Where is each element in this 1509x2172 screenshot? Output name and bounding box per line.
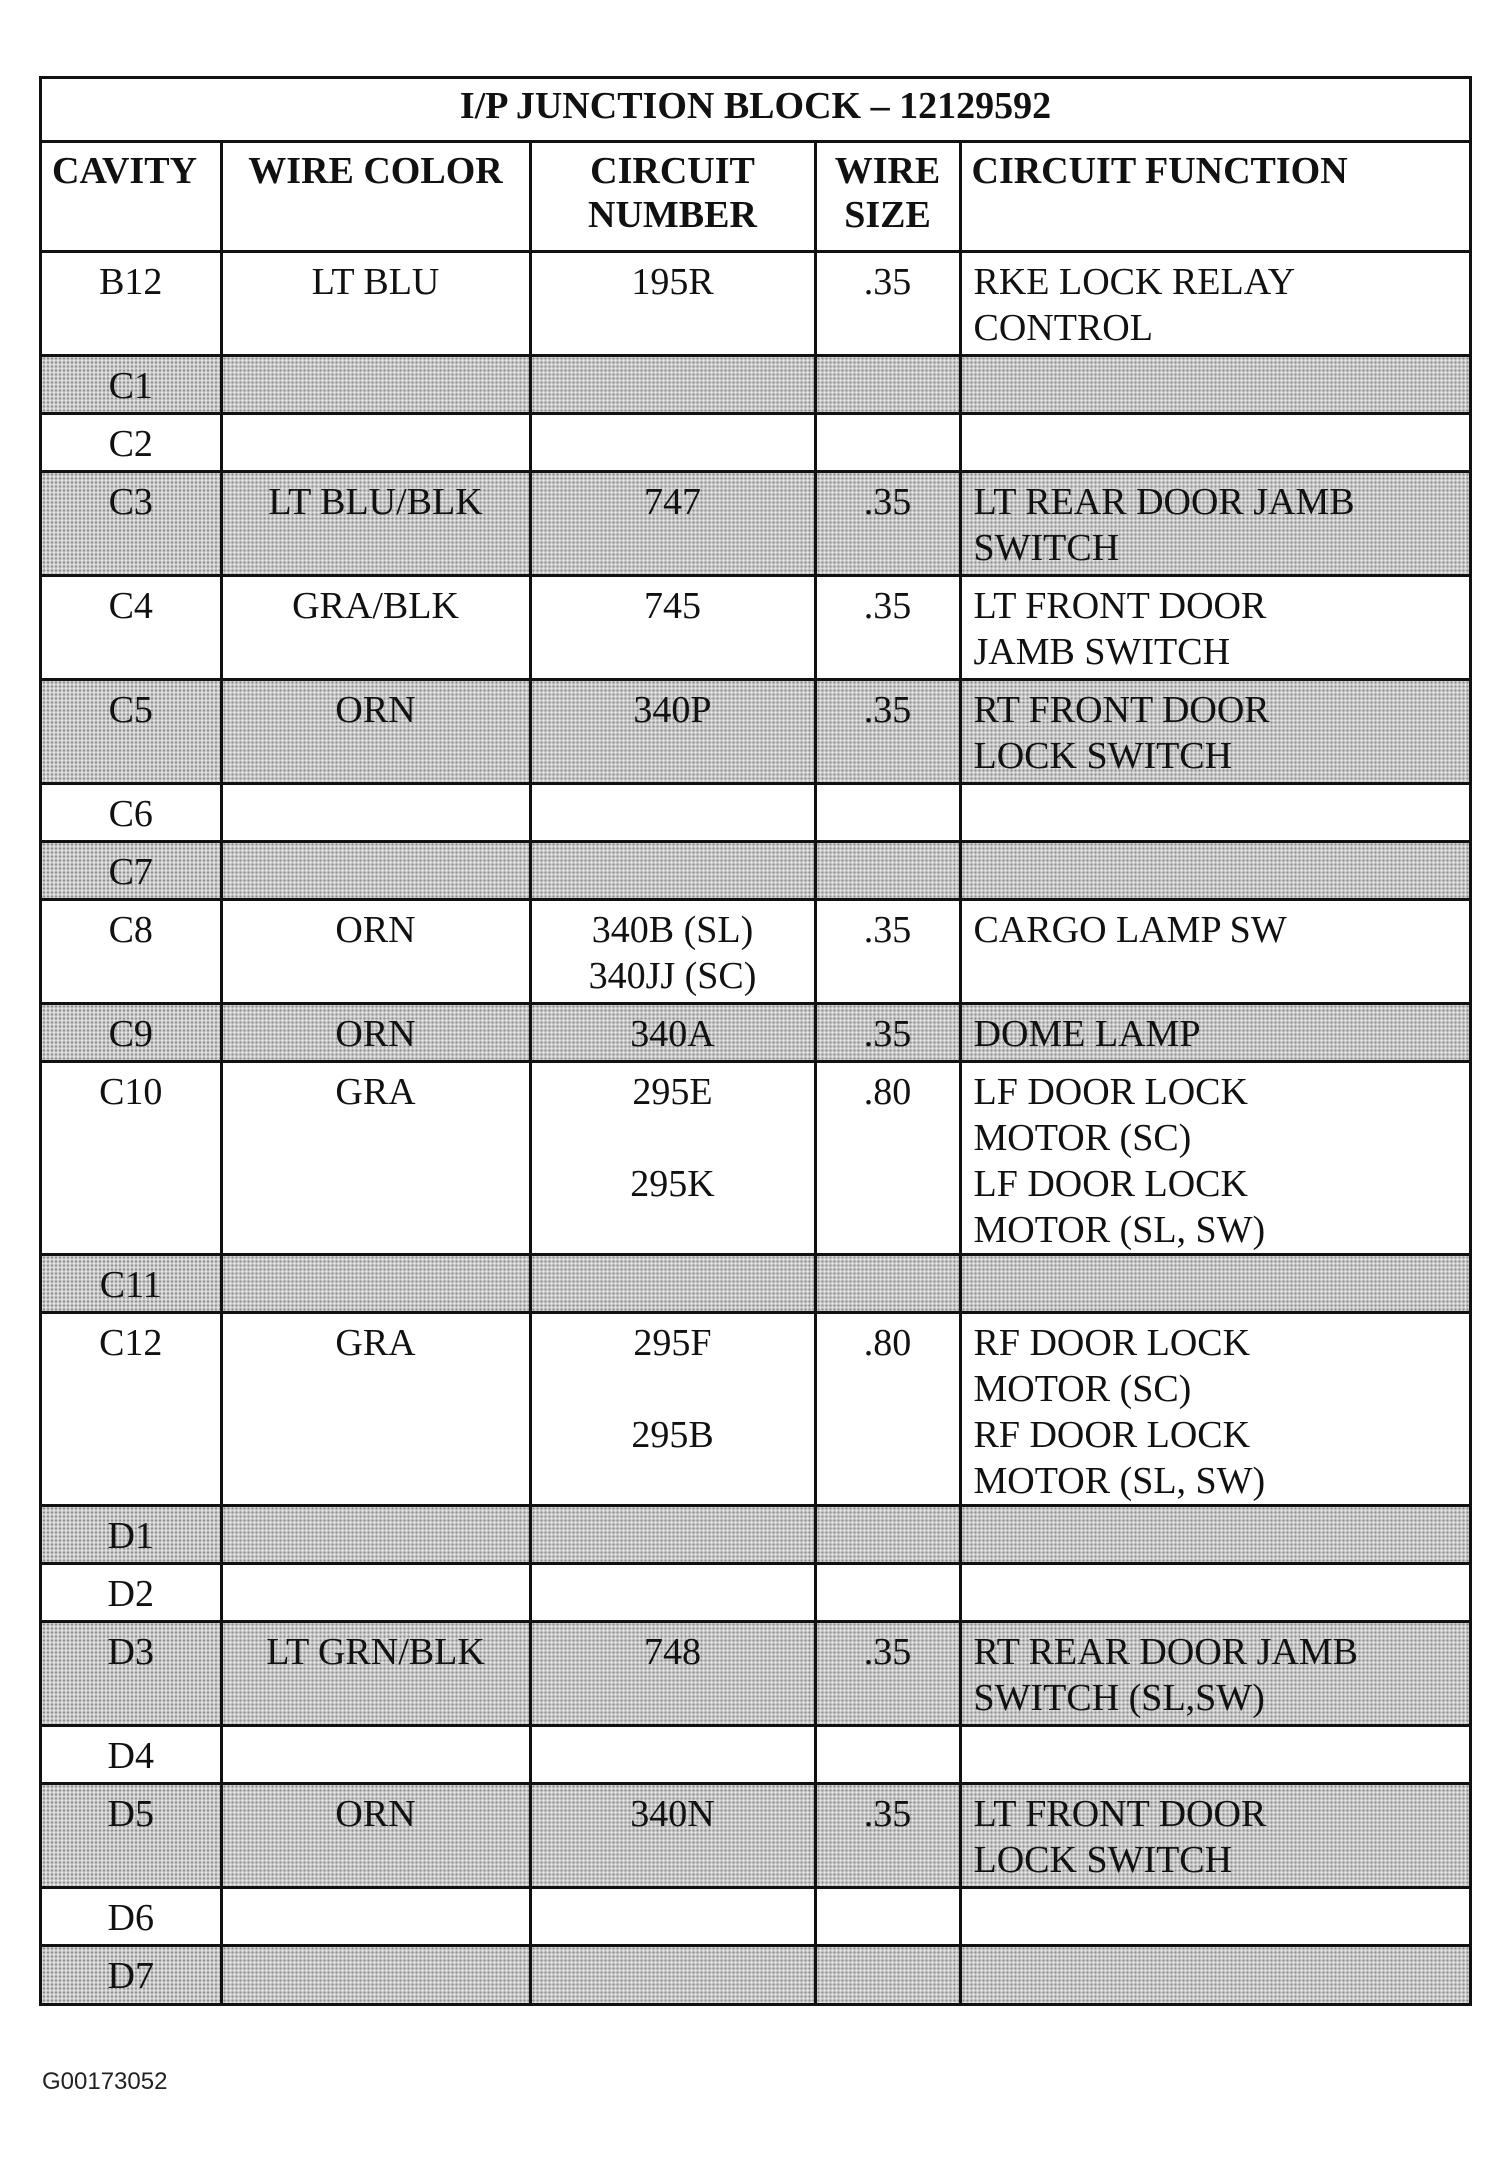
- cavity-cell: C3: [42, 471, 221, 575]
- circuit-function-line: RF DOOR LOCK: [973, 1413, 1251, 1456]
- circuit-function-cell: [960, 1621, 1469, 1725]
- wire-color-cell: LT BLU/BLK: [221, 471, 530, 575]
- circuit-number-cell: [530, 1003, 815, 1061]
- circuit-function-line: CARGO LAMP SW: [973, 908, 1287, 951]
- circuit-function-cell: [960, 679, 1469, 783]
- circuit-number-line: 195R: [631, 260, 714, 303]
- circuit-number-line: 747: [644, 480, 701, 523]
- wire-size-cell: [815, 1563, 960, 1621]
- circuit-number-line: 295E: [632, 1070, 713, 1113]
- circuit-function-line: DOME LAMP: [973, 1012, 1201, 1055]
- table-row: [42, 1621, 1469, 1725]
- table-body: [42, 251, 1469, 2003]
- cavity-cell: C4: [42, 575, 221, 679]
- wire-color-cell: [221, 1505, 530, 1563]
- wire-size-cell: .35: [815, 251, 960, 355]
- circuit-number-cell: [530, 1563, 815, 1621]
- circuit-number-line: 748: [644, 1630, 701, 1673]
- table-row: [42, 1505, 1469, 1563]
- circuit-function-line: SWITCH: [973, 526, 1120, 569]
- cavity-cell: C7: [42, 841, 221, 899]
- circuit-function-cell: [960, 1563, 1469, 1621]
- wire-color-cell: LT GRN/BLK: [221, 1621, 530, 1725]
- wire-size-cell: .80: [815, 1061, 960, 1254]
- wire-color-cell: GRA: [221, 1312, 530, 1505]
- table-row: [42, 841, 1469, 899]
- wire-size-cell: [815, 413, 960, 471]
- circuit-function-line: LT FRONT DOOR: [973, 584, 1267, 627]
- circuit-function-cell: [960, 1945, 1469, 2003]
- table-row: [42, 471, 1469, 575]
- header-circuit-number: [530, 141, 815, 251]
- circuit-number-line: 340A: [630, 1012, 715, 1055]
- circuit-number-cell: [530, 1887, 815, 1945]
- circuit-function-cell: [960, 575, 1469, 679]
- table-row: [42, 783, 1469, 841]
- circuit-number-spacer: [540, 1366, 806, 1412]
- figure-id: G00173052: [42, 2068, 168, 2095]
- table-row: [42, 679, 1469, 783]
- wire-color-cell: [221, 1945, 530, 2003]
- circuit-function-cell: [960, 1061, 1469, 1254]
- junction-block-table-frame: [39, 76, 1472, 2006]
- header-circuit-number-line-1: CIRCUIT: [590, 149, 755, 192]
- circuit-function-line: LF DOOR LOCK: [973, 1070, 1248, 1113]
- circuit-number-line: 340B (SL): [591, 908, 754, 951]
- circuit-number-cell: [530, 1725, 815, 1783]
- header-circuit-number-line-2: NUMBER: [588, 193, 757, 236]
- table-row: [42, 1061, 1469, 1254]
- table-title: I/P JUNCTION BLOCK – 12129592: [42, 79, 1469, 141]
- cavity-cell: D1: [42, 1505, 221, 1563]
- cavity-cell: C2: [42, 413, 221, 471]
- circuit-function-cell: [960, 1254, 1469, 1312]
- circuit-number-cell: [530, 1254, 815, 1312]
- circuit-function-cell: [960, 1887, 1469, 1945]
- circuit-function-cell: [960, 783, 1469, 841]
- circuit-function-line: JAMB SWITCH: [973, 630, 1231, 673]
- cavity-cell: D4: [42, 1725, 221, 1783]
- circuit-function-cell: [960, 1725, 1469, 1783]
- circuit-number-cell: [530, 1061, 815, 1254]
- circuit-number-cell: [530, 1312, 815, 1505]
- header-wire-size: [815, 141, 960, 251]
- cavity-cell: C1: [42, 355, 221, 413]
- table-row: [42, 899, 1469, 1003]
- header-wire-size-line-2: SIZE: [844, 193, 931, 236]
- cavity-cell: C6: [42, 783, 221, 841]
- wire-size-cell: .80: [815, 1312, 960, 1505]
- wire-size-cell: .35: [815, 1783, 960, 1887]
- circuit-number-cell: [530, 783, 815, 841]
- circuit-function-cell: [960, 899, 1469, 1003]
- table-row: [42, 413, 1469, 471]
- circuit-function-line: MOTOR (SC): [973, 1367, 1192, 1410]
- circuit-function-line: MOTOR (SL, SW): [973, 1459, 1266, 1502]
- circuit-function-line: SWITCH (SL,SW): [973, 1676, 1265, 1719]
- cavity-cell: D7: [42, 1945, 221, 2003]
- wire-size-cell: .35: [815, 471, 960, 575]
- wire-color-cell: ORN: [221, 1003, 530, 1061]
- cavity-cell: D6: [42, 1887, 221, 1945]
- circuit-function-cell: [960, 413, 1469, 471]
- circuit-number-line: 340P: [633, 688, 712, 731]
- circuit-number-line: 340N: [630, 1792, 715, 1835]
- wire-size-cell: [815, 1505, 960, 1563]
- circuit-number-cell: [530, 575, 815, 679]
- circuit-function-cell: [960, 1783, 1469, 1887]
- cavity-cell: C9: [42, 1003, 221, 1061]
- wire-color-cell: GRA: [221, 1061, 530, 1254]
- wire-color-cell: ORN: [221, 1783, 530, 1887]
- wire-size-cell: [815, 355, 960, 413]
- circuit-function-cell: [960, 471, 1469, 575]
- circuit-number-cell: [530, 1783, 815, 1887]
- cavity-cell: D3: [42, 1621, 221, 1725]
- wire-size-cell: .35: [815, 1003, 960, 1061]
- cavity-cell: C5: [42, 679, 221, 783]
- wire-size-cell: .35: [815, 1621, 960, 1725]
- junction-block-table: [42, 79, 1469, 2003]
- table-row: [42, 1312, 1469, 1505]
- table-row: [42, 1254, 1469, 1312]
- circuit-function-cell: [960, 1312, 1469, 1505]
- circuit-number-line: 295B: [631, 1413, 714, 1456]
- wire-color-cell: LT BLU: [221, 251, 530, 355]
- header-wire-color: WIRE COLOR: [221, 141, 530, 251]
- table-row: [42, 1887, 1469, 1945]
- wire-color-cell: [221, 841, 530, 899]
- wire-size-cell: [815, 783, 960, 841]
- table-row: [42, 1563, 1469, 1621]
- circuit-number-cell: [530, 1505, 815, 1563]
- wire-color-cell: [221, 1563, 530, 1621]
- cavity-cell: C12: [42, 1312, 221, 1505]
- wire-size-cell: .35: [815, 575, 960, 679]
- circuit-function-cell: [960, 1003, 1469, 1061]
- wire-color-cell: [221, 783, 530, 841]
- circuit-function-line: MOTOR (SL, SW): [973, 1208, 1266, 1251]
- cavity-cell: C8: [42, 899, 221, 1003]
- header-cavity: CAVITY: [42, 141, 221, 251]
- table-row: [42, 575, 1469, 679]
- circuit-number-cell: [530, 413, 815, 471]
- circuit-number-line: 340JJ (SC): [588, 954, 757, 997]
- circuit-number-cell: [530, 1945, 815, 2003]
- wire-color-cell: [221, 1725, 530, 1783]
- circuit-function-line: RT REAR DOOR JAMB: [973, 1630, 1358, 1673]
- circuit-function-line: LOCK SWITCH: [973, 1838, 1233, 1881]
- cavity-cell: B12: [42, 251, 221, 355]
- circuit-number-line: 745: [644, 584, 701, 627]
- cavity-cell: C10: [42, 1061, 221, 1254]
- circuit-number-cell: [530, 679, 815, 783]
- wire-size-cell: [815, 1254, 960, 1312]
- circuit-number-cell: [530, 471, 815, 575]
- table-title-row: [42, 79, 1469, 141]
- wire-color-cell: ORN: [221, 679, 530, 783]
- cavity-cell: D2: [42, 1563, 221, 1621]
- wire-color-cell: [221, 1254, 530, 1312]
- column-header-row: [42, 141, 1469, 251]
- circuit-function-line: RF DOOR LOCK: [973, 1321, 1251, 1364]
- circuit-function-line: MOTOR (SC): [973, 1116, 1192, 1159]
- table-row: [42, 1003, 1469, 1061]
- circuit-number-cell: [530, 1621, 815, 1725]
- circuit-number-line: 295F: [633, 1321, 712, 1364]
- circuit-function-line: RKE LOCK RELAY: [973, 260, 1296, 303]
- circuit-function-line: LT FRONT DOOR: [973, 1792, 1267, 1835]
- wire-color-cell: [221, 413, 530, 471]
- table-row: [42, 1783, 1469, 1887]
- header-wire-size-line-1: WIRE: [834, 149, 941, 192]
- wire-color-cell: [221, 1887, 530, 1945]
- circuit-function-cell: [960, 841, 1469, 899]
- circuit-number-cell: [530, 841, 815, 899]
- header-circuit-function: CIRCUIT FUNCTION: [960, 141, 1469, 251]
- circuit-function-line: LT REAR DOOR JAMB: [973, 480, 1355, 523]
- wire-color-cell: ORN: [221, 899, 530, 1003]
- cavity-cell: D5: [42, 1783, 221, 1887]
- wire-color-cell: GRA/BLK: [221, 575, 530, 679]
- wire-size-cell: .35: [815, 679, 960, 783]
- circuit-function-cell: [960, 1505, 1469, 1563]
- circuit-function-line: LF DOOR LOCK: [973, 1162, 1248, 1205]
- circuit-number-cell: [530, 251, 815, 355]
- cavity-cell: C11: [42, 1254, 221, 1312]
- circuit-function-line: CONTROL: [973, 306, 1153, 349]
- circuit-function-line: RT FRONT DOOR: [973, 688, 1270, 731]
- table-row: [42, 251, 1469, 355]
- wire-size-cell: .35: [815, 899, 960, 1003]
- wire-size-cell: [815, 841, 960, 899]
- circuit-number-cell: [530, 355, 815, 413]
- wire-size-cell: [815, 1945, 960, 2003]
- wire-color-cell: [221, 355, 530, 413]
- table-row: [42, 1945, 1469, 2003]
- circuit-function-line: LOCK SWITCH: [973, 734, 1233, 777]
- wire-size-cell: [815, 1725, 960, 1783]
- wire-size-cell: [815, 1887, 960, 1945]
- table-row: [42, 1725, 1469, 1783]
- circuit-function-cell: [960, 355, 1469, 413]
- circuit-number-line: 295K: [630, 1162, 715, 1205]
- circuit-number-cell: [530, 899, 815, 1003]
- circuit-function-cell: [960, 251, 1469, 355]
- table-row: [42, 355, 1469, 413]
- circuit-number-spacer: [540, 1115, 806, 1161]
